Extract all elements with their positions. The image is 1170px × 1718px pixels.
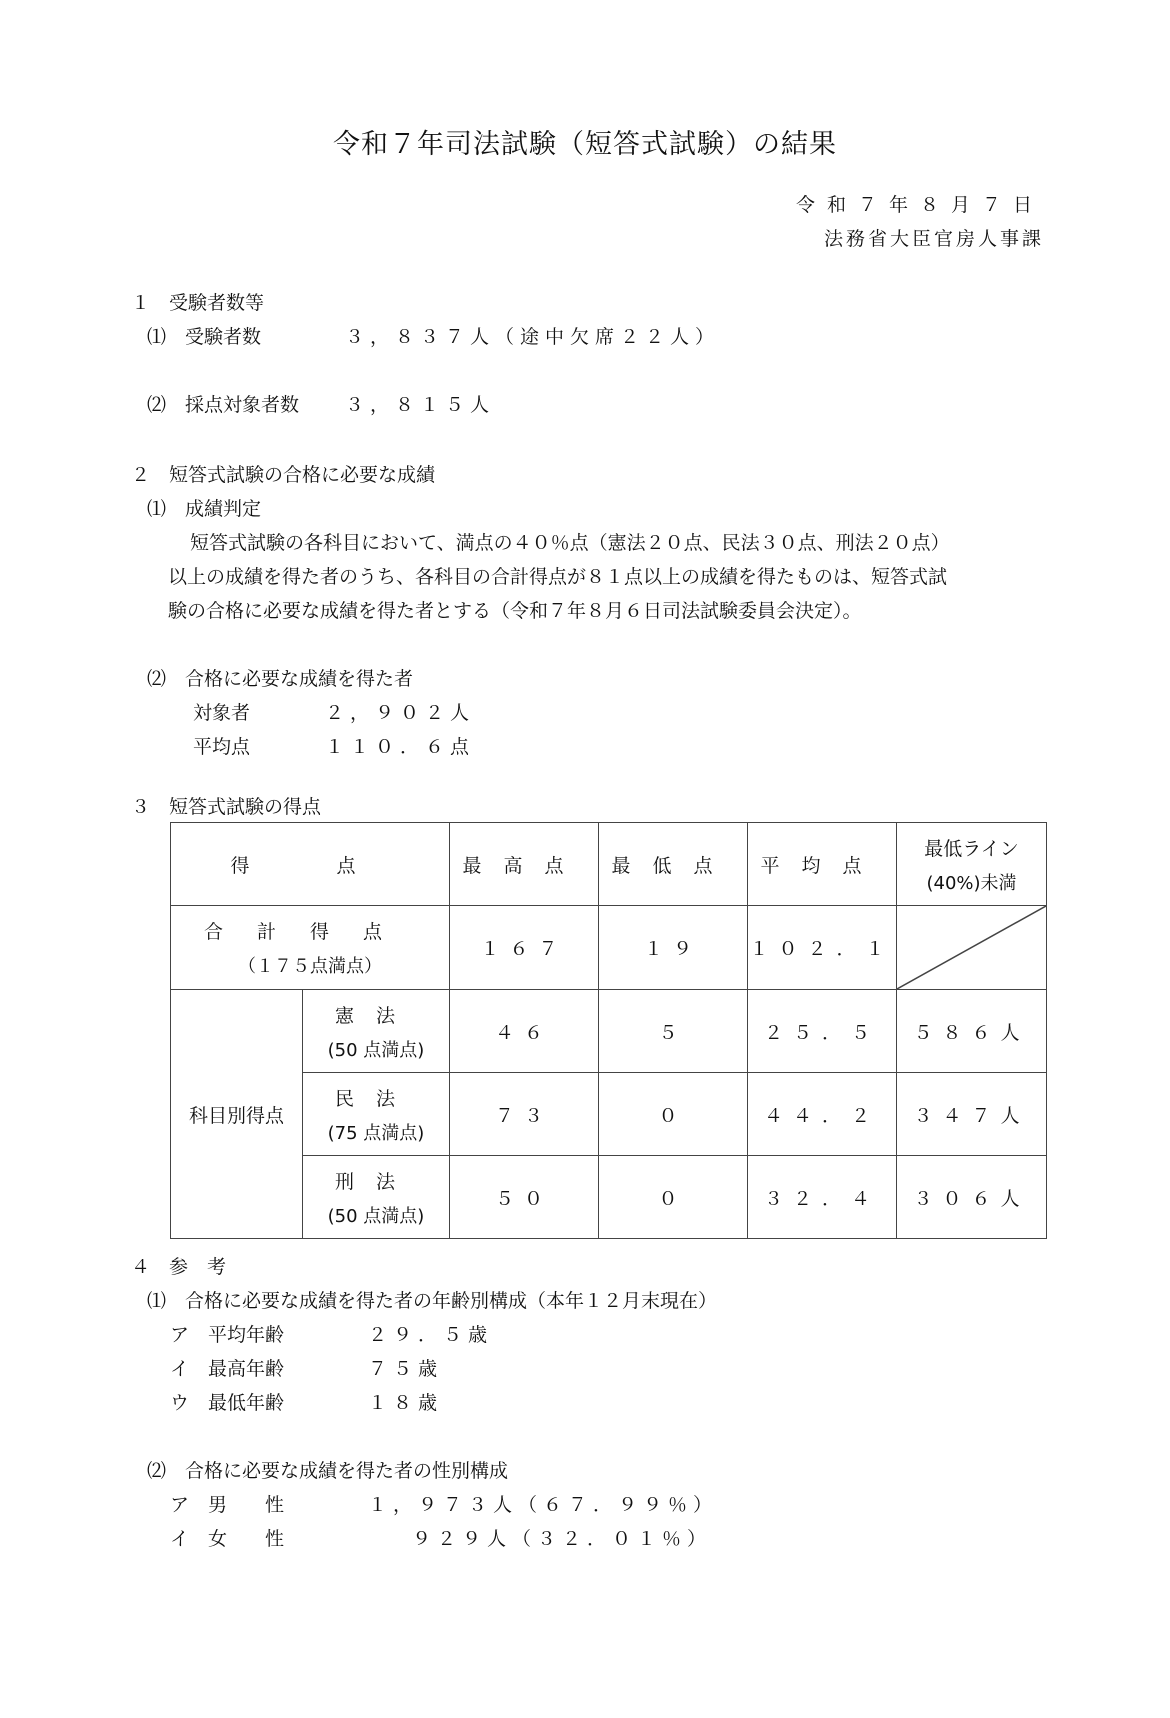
- subject-below: ５８６人: [897, 990, 1047, 1073]
- gender-breakdown-label: ⑵ 合格に必要な成績を得た者の性別構成: [147, 1460, 509, 1482]
- subject-name: 民法 (75 点満点): [303, 1073, 450, 1156]
- graded-label: ⑵ 採点対象者数: [147, 394, 300, 416]
- header-score: 得 点: [171, 823, 450, 906]
- graded-value: ３，８１５人: [345, 394, 496, 416]
- section-1-heading: １ 受験者数等: [131, 292, 265, 314]
- subject-avg: ２５．５: [748, 990, 897, 1073]
- examinees-label: ⑴ 受験者数: [147, 326, 262, 348]
- age-value: ２９．５歳: [368, 1324, 494, 1346]
- judgement-paragraph-line-2: 以上の成績を得た者のうち、各科目の合計得点が８１点以上の成績を得たものは、短答式試: [168, 566, 948, 588]
- header-min-line: 最低ライン (40%)未満: [897, 823, 1047, 906]
- target-value: ２，９０２人: [325, 702, 476, 724]
- section-3-heading: ３ 短答式試験の得点: [131, 796, 322, 818]
- page-title: 令和７年司法試験（短答式試験）の結果: [333, 129, 837, 160]
- diagonal-line: [897, 906, 1046, 989]
- subject-row: [171, 1073, 1047, 1156]
- total-avg: １０２．１: [748, 906, 897, 990]
- header-row: [171, 823, 1047, 906]
- subject-min: ０: [599, 1073, 748, 1156]
- subject-name: 憲法 (50 点満点): [303, 990, 450, 1073]
- qualified-label: ⑵ 合格に必要な成績を得た者: [147, 668, 414, 690]
- header-max: 最高点: [450, 823, 599, 906]
- age-label: ア 平均年齢: [170, 1324, 285, 1346]
- score-table: [170, 822, 1047, 1239]
- subject-row: [171, 1156, 1047, 1239]
- judgement-paragraph-line-1: 短答式試験の各科目において、満点の４０％点（憲法２０点、民法３０点、刑法２０点）: [190, 532, 950, 554]
- section-2-heading: ２ 短答式試験の合格に必要な成績: [131, 464, 436, 486]
- total-below-empty: [897, 906, 1047, 990]
- subject-min: ０: [599, 1156, 748, 1239]
- average-value: １１０．６点: [325, 736, 476, 758]
- subject-max: ４６: [450, 990, 599, 1073]
- age-value: ７５歳: [368, 1358, 444, 1380]
- gender-value: １，９７３人（６７．９９％）: [368, 1494, 719, 1516]
- issue-date: 令和７年８月７日: [795, 194, 1044, 216]
- subject-avg: ４４．２: [748, 1073, 897, 1156]
- subject-name: 刑法 (50 点満点): [303, 1156, 450, 1239]
- subject-avg: ３２．４: [748, 1156, 897, 1239]
- age-value: １８歳: [368, 1392, 444, 1414]
- judgement-paragraph-line-3: 験の合格に必要な成績を得た者とする（令和７年８月６日司法試験委員会決定）。: [168, 600, 862, 622]
- subject-row: [171, 990, 1047, 1073]
- gender-label: ア 男 性: [170, 1494, 285, 1516]
- subject-max: ５０: [450, 1156, 599, 1239]
- by-subject-label: 科目別得点: [171, 990, 303, 1239]
- judgement-label: ⑴ 成績判定: [147, 498, 262, 520]
- total-min: １９: [599, 906, 748, 990]
- average-label: 平均点: [193, 736, 251, 758]
- total-label: 合計得点 （１７５点満点）: [171, 906, 450, 990]
- examinees-value: ３，８３７人（途中欠席２２人）: [345, 326, 721, 348]
- issuing-department: 法務省大臣官房人事課: [823, 228, 1044, 250]
- subject-below: ３４７人: [897, 1073, 1047, 1156]
- target-label: 対象者: [193, 702, 251, 724]
- header-avg: 平均点: [748, 823, 897, 906]
- age-breakdown-label: ⑴ 合格に必要な成績を得た者の年齢別構成（本年１２月末現在）: [147, 1290, 718, 1312]
- gender-label: イ 女 性: [170, 1528, 285, 1550]
- total-max: １６７: [450, 906, 599, 990]
- header-min: 最低点: [599, 823, 748, 906]
- total-row: [171, 906, 1047, 990]
- section-4-heading: ４ 参 考: [131, 1256, 227, 1278]
- gender-value: ９２９人（３２．０１％）: [412, 1528, 713, 1550]
- subject-min: ５: [599, 990, 748, 1073]
- subject-max: ７３: [450, 1073, 599, 1156]
- subject-below: ３０６人: [897, 1156, 1047, 1239]
- age-label: イ 最高年齢: [170, 1358, 285, 1380]
- age-label: ウ 最低年齢: [170, 1392, 285, 1414]
